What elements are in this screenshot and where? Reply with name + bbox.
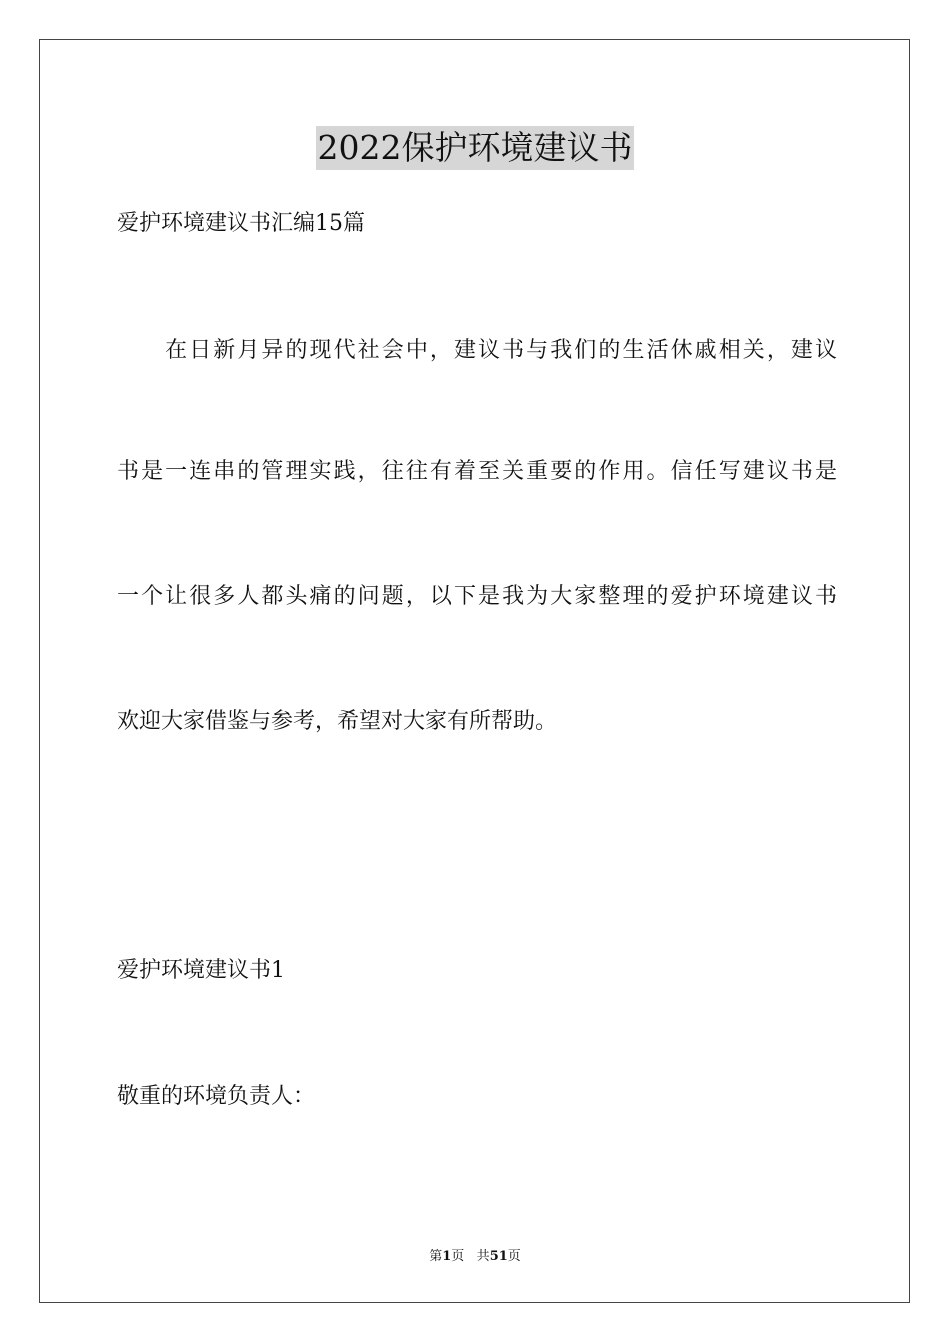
document-title: 2022保护环境建议书 bbox=[316, 126, 635, 170]
paragraph-line-2: 书是一连串的管理实践，往往有着至关重要的作用。信任写建议书是 bbox=[117, 459, 837, 484]
title-container bbox=[0, 126, 950, 170]
paragraph-line-1: 在日新月异的现代社会中，建议书与我们的生活休戚相关，建议 bbox=[117, 338, 837, 363]
footer-page-number: 1 bbox=[442, 1249, 452, 1264]
footer-total-suffix: 页 bbox=[507, 1249, 521, 1264]
document-subtitle: 爱护环境建议书汇编15篇 bbox=[117, 211, 365, 236]
paragraph-line-4: 欢迎大家借鉴与参考，希望对大家有所帮助。 bbox=[117, 709, 558, 734]
footer-total-pages: 51 bbox=[489, 1249, 508, 1264]
salutation: 敬重的环境负责人： bbox=[117, 1084, 316, 1109]
footer-page-prefix: 第 bbox=[429, 1249, 443, 1264]
paragraph-line-3: 一个让很多人都头痛的问题，以下是我为大家整理的爱护环境建议书 bbox=[117, 584, 837, 609]
section-heading: 爱护环境建议书1 bbox=[117, 958, 285, 983]
footer-total-prefix: 共 bbox=[476, 1249, 490, 1264]
footer-page-suffix: 页 bbox=[451, 1249, 465, 1264]
page-footer bbox=[0, 1248, 950, 1266]
